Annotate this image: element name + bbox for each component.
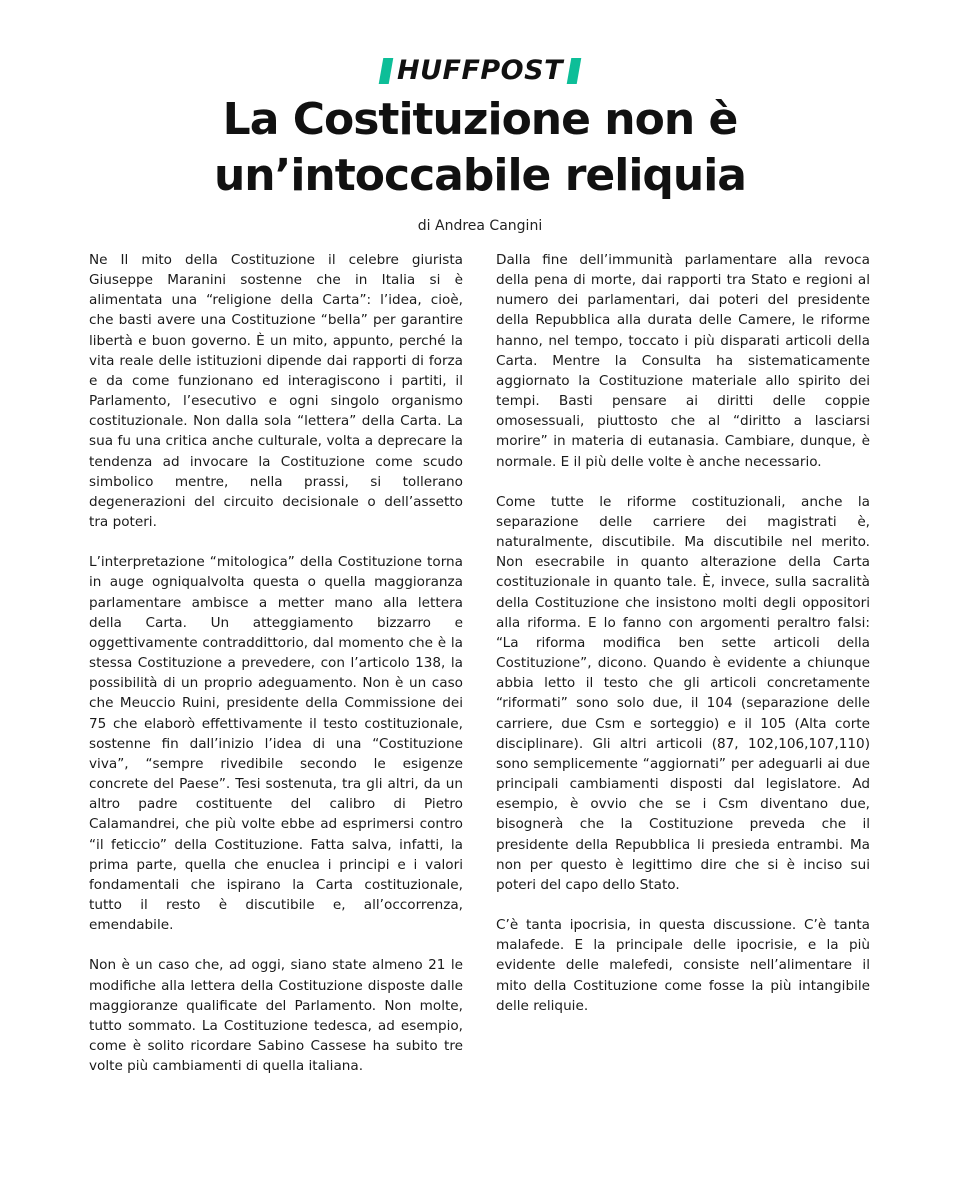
logo-wordmark: HUFFPOST [396, 55, 563, 86]
paragraph: L’interpretazione “mitologica” della Costituzione torna in auge ogniqualvolta questa o quella maggioranza parlamentare ambisce a metter mano alla lettera della Carta. Un atteggiamento bizzarro e oggettivamente contraddittorio, dal momento che è la stessa Costituzione a prevedere, con l’articolo 138, la possibilità di un proprio adeguamento. Non è un caso che Meuccio Ruini, presidente della Commissione dei 75 che elaborò effettivamente il testo costituzionale, sostenne fin dall’inizio l’idea di una “Costituzione viva”, “sempre rivedibile secondo le esigenze concrete del Paese”. Tesi sostenuta, tra gli altri, da un altro padre costituente del calibro di Pietro Calamandrei, che più volte ebbe ad esprimersi contro “il feticcio” della Costituzione. Fatta salva, infatti, la prima parte, quella che enuclea i principi e i valori fondamentali che ispirano la Carta costituzionale, tutto il resto è discutibile e, all’occorrenza, emendabile. [89, 554, 463, 934]
left-column [89, 250, 463, 1097]
article-title-line-1: La Costituzione non è [222, 94, 738, 145]
article-title [60, 92, 900, 204]
logo-left-bar [379, 58, 394, 84]
paragraph: C’è tanta ipocrisia, in questa discussione. C’è tanta malafede. E la principale delle ipocrisie, e la più evidente delle malefedi, consiste nell’alimentare il mito della Costituzione come fosse la più intangibile delle reliquie. [496, 917, 870, 1014]
paragraph: Ne Il mito della Costituzione il celebre giurista Giuseppe Maranini sostenne che in Italia si è alimentata una “religione della Carta”: l’idea, cioè, che basti avere una Costituzione “bella” per garantire libertà e buon governo. È un mito, appunto, perché la vita reale delle istituzioni dipende dai rapporti di forza e da come funzionano ed interagiscono i partiti, il Parlamento, l’esecutivo e ogni singolo organismo costituzionale. Non dalla sola “lettera” della Carta. La sua fu una critica anche culturale, volta a deprecare la tendenza ad invocare la Costituzione come scudo simbolico mentre, nella prassi, si tollerano degenerazioni del circuito decisionale o dell’assetto tra poteri. [89, 252, 463, 531]
logo-right-bar [567, 58, 582, 84]
paragraph: Come tutte le riforme costituzionali, anche la separazione delle carriere dei magistrati è, naturalmente, discutibile. Ma discutibile nel merito. Non esecrabile in quanto alterazione della Carta costituzionale in quanto tale. È, invece, sulla sacralità della Costituzione che insistono molti degli oppositori alla riforma. E lo fanno con argomenti peraltro falsi: “La riforma modifica ben sette articoli della Costituzione”, dicono. Quando è evidente a chiunque abbia letto il testo che gli articoli concretamente “riformati” sono solo due, il 104 (separazione delle carriere, due Csm e sorteggio) e il 105 (Alta corte disciplinare). Gli altri articoli (87, 102,106,107,110) sono semplicemente “aggiornati” per adeguarli ai due principali cambiamenti disposti dal legislatore. Ad esempio, è ovvio che se i Csm diventano due, bisognerà che la Costituzione preveda che il presidente della Repubblica li presieda entrambi. Ma non per questo è legittimo dire che si è inciso sui poteri del capo dello Stato. [496, 493, 870, 893]
right-column [496, 250, 870, 1036]
huffpost-logo [0, 57, 960, 85]
article-title-line-2: un’intoccabile reliquia [213, 150, 746, 201]
paragraph: Dalla fine dell’immunità parlamentare alla revoca della pena di morte, dai rapporti tra Stato e regioni al numero dei parlamentari, dai poteri del presidente della Repubblica alla durata delle Camere, le riforme hanno, nel tempo, toccato i più disparati articoli della Carta. Mentre la Consulta ha sistematicamente aggiornato la Costituzione materiale allo spirito dei tempi. Basti pensare ai diritti delle coppie omosessuali, piuttosto che al “diritto a lasciarsi morire” in materia di eutanasia. Cambiare, dunque, è normale. E il più delle volte è anche necessario. [496, 252, 870, 470]
paragraph: Non è un caso che, ad oggi, siano state almeno 21 le modifiche alla lettera della Costituzione disposte dalle maggioranze qualificate del Parlamento. Non molte, tutto sommato. La Costituzione tedesca, ad esempio, come è solito ricordare Sabino Cassese ha subito tre volte più cambiamenti di quella italiana. [89, 957, 463, 1075]
article-byline: di Andrea Cangini [417, 218, 543, 234]
